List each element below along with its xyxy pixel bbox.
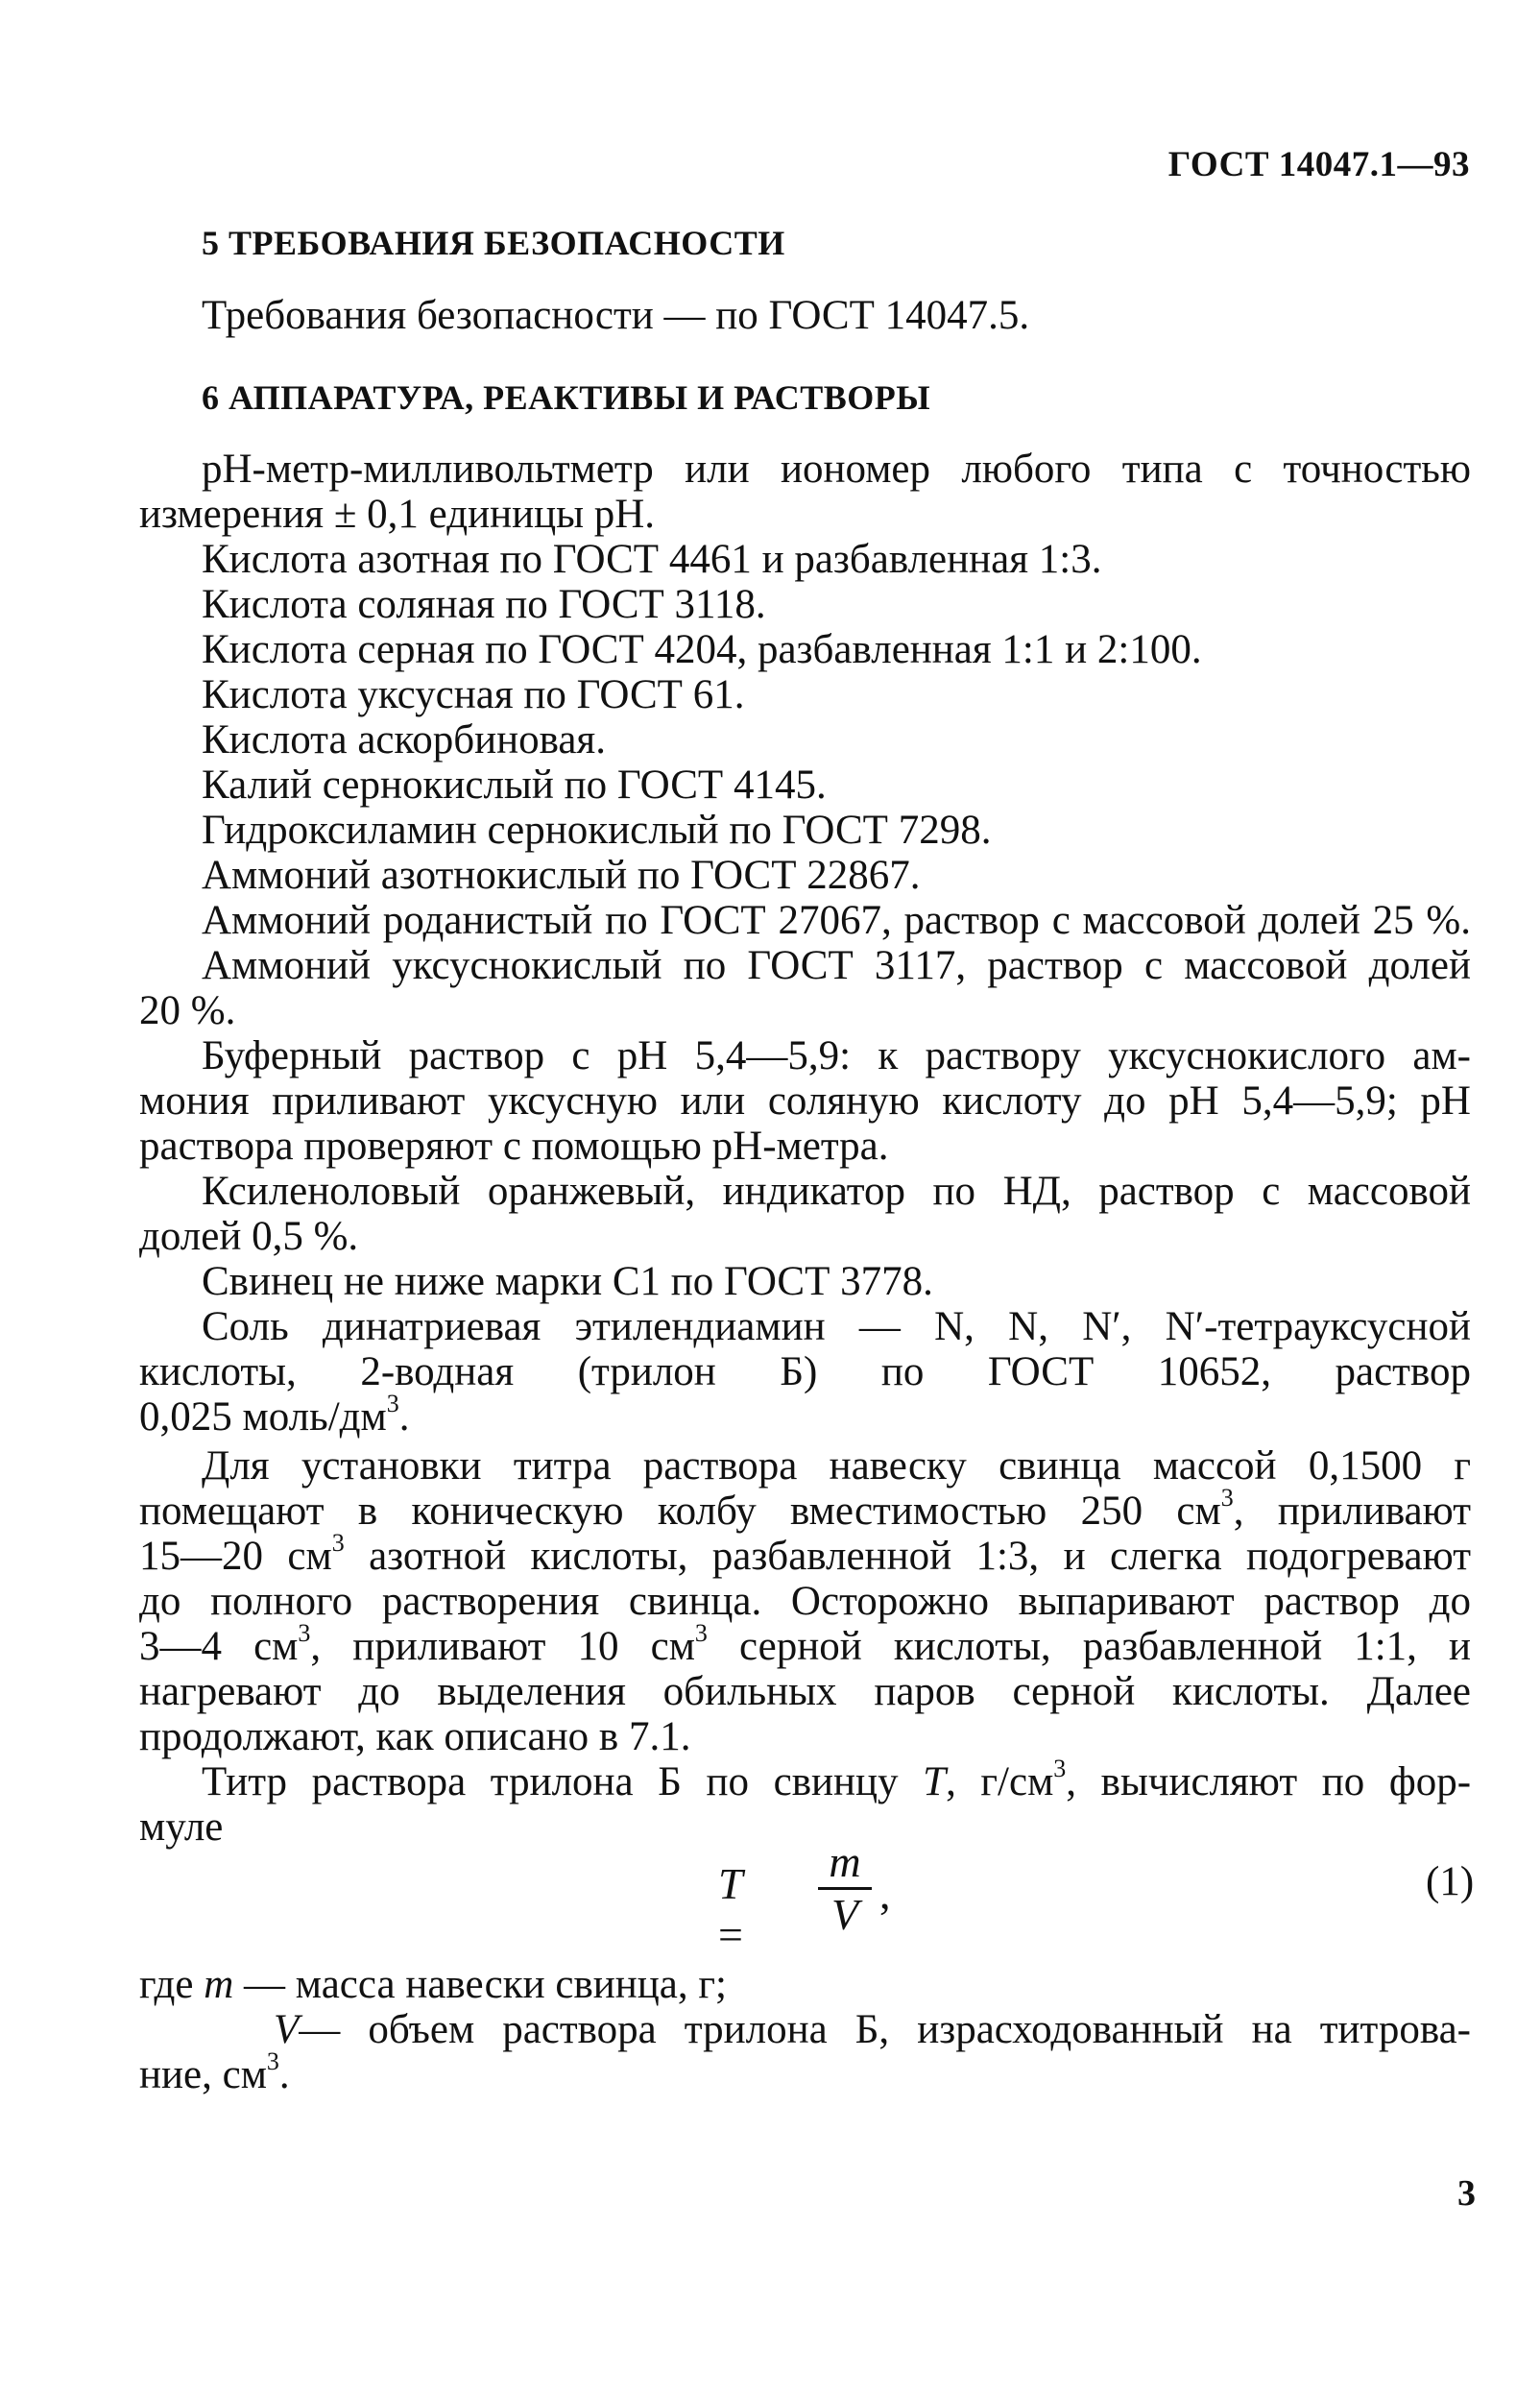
section-6-body — [139, 447, 1471, 1850]
span: T — [718, 1859, 742, 1908]
word: по — [880, 1349, 925, 1394]
span: помещают в коническую колбу вместимостью 250 см — [139, 1489, 1221, 1534]
text-line: Кислота аскорбиновая. — [202, 717, 606, 763]
variable: m — [204, 1962, 234, 2007]
text-line: Свинец не ниже марки С1 по ГОСТ 3778. — [202, 1259, 933, 1304]
span: = — [718, 1910, 743, 1959]
text-line: Ксиленоловый оранжевый, индикатор по НД, раствор с массовой — [202, 1169, 1471, 1214]
superscript: 3 — [331, 1528, 345, 1557]
superscript: 3 — [694, 1618, 708, 1647]
text-line — [139, 1962, 1471, 2007]
text-line: нагревают до выделения обильных паров серной кислоты. Далее — [139, 1669, 1471, 1714]
text-line: мония приливают уксусную или соляную кислоту до pH 5,4—5,9; pH — [139, 1078, 1471, 1124]
superscript: 3 — [1053, 1754, 1067, 1782]
text-line — [139, 2046, 1471, 2097]
text-line: Аммоний азотнокислый по ГОСТ 22867. — [202, 853, 921, 898]
text-line: Для установки титра раствора навеску свинца массой 0,1500 г — [202, 1443, 1471, 1489]
span: 3—4 см — [139, 1624, 299, 1669]
section-5-heading: 5 ТРЕБОВАНИЯ БЕЗОПАСНОСТИ — [202, 224, 785, 262]
concentration: 0,025 моль/дм — [139, 1394, 387, 1440]
text-line — [139, 1483, 1471, 1534]
span: серной кислоты, разбавленной 1:1, и — [707, 1624, 1472, 1669]
text-line: 20 %. — [139, 988, 236, 1033]
text-line: Соль динатриевая этилендиамин — N, N, N′, N′-тетрауксусной — [202, 1304, 1471, 1349]
span: , г/см — [946, 1759, 1054, 1804]
formula-number: (1) — [1426, 1859, 1475, 1904]
text-line: муле — [139, 1804, 224, 1850]
superscript: 3 — [266, 2046, 279, 2075]
span: — масса навески свинца, г; — [233, 1962, 727, 2007]
where-block — [139, 1962, 1471, 2097]
text-line: 0,025 моль/$дм^3$. — [139, 1389, 410, 1440]
text-line: Калий сернокислый по ГОСТ 4145. — [202, 763, 827, 808]
text-line: долей 0,5 %. — [139, 1214, 359, 1259]
text-line — [139, 2007, 1471, 2052]
span: — объем раствора трилона Б, израсходованный на титрова- — [299, 2007, 1471, 2052]
safety-requirement: Требования безопасности — по ГОСТ 14047.5. — [202, 293, 1030, 338]
section-6-heading: 6 АППАРАТУРА, РЕАКТИВЫ И РАСТВОРЫ — [202, 378, 931, 417]
text-line: Кислота азотная по ГОСТ 4461 и разбавленная 1:3. — [202, 537, 1102, 582]
text-line: pH-метр-милливольтметр или иономер любого типа с точностью — [202, 447, 1471, 492]
variable: T — [923, 1759, 947, 1804]
span: . — [278, 2052, 290, 2097]
page-number: 3 — [1457, 2173, 1476, 2214]
word: 10652, — [1157, 1349, 1271, 1394]
text-line: Гидроксиламин сернокислый по ГОСТ 7298. — [202, 808, 992, 853]
span: где — [139, 1962, 205, 2007]
text-line — [139, 1754, 1472, 1804]
text-line: Кислота уксусная по ГОСТ 61. — [202, 672, 745, 717]
span: , вычисляют по фор- — [1066, 1759, 1472, 1804]
text-line — [139, 1528, 1471, 1579]
word: раствор — [1335, 1349, 1471, 1394]
word: 2-водная — [360, 1349, 515, 1394]
variable: V — [274, 2007, 300, 2052]
text-line: Аммоний роданистый по ГОСТ 27067, раствор с массовой долей 25 %. — [202, 898, 1471, 943]
word: ГОСТ — [987, 1349, 1095, 1394]
trilon-line — [139, 1349, 1471, 1394]
denominator: V — [830, 1890, 859, 1939]
superscript: 3 — [298, 1618, 311, 1647]
span: ние, см — [139, 2052, 267, 2097]
fraction — [818, 1839, 872, 1938]
text-line: Аммоний уксуснокислый по ГОСТ 3117, раствор с массовой долей — [202, 943, 1471, 988]
span: азотной кислоты, разбавленной 1:3, и слегка подогревают — [344, 1534, 1471, 1579]
word: Б) — [780, 1349, 818, 1394]
document-id: ГОСТ 14047.1—93 — [1167, 145, 1470, 184]
word: кислоты, — [139, 1349, 297, 1394]
text-line: раствора проверяют с помощью pH-метра. — [139, 1124, 889, 1169]
word: (трилон — [577, 1349, 716, 1394]
text-line: измерения ± 0,1 единицы pH. — [139, 492, 656, 537]
text-line: до полного растворения свинца. Осторожно выпаривают раствор до — [139, 1579, 1471, 1624]
span: , приливают 10 см — [310, 1624, 695, 1669]
section-5-text — [139, 293, 1471, 338]
superscript: 3 — [1220, 1483, 1234, 1512]
span: 15—20 см — [139, 1534, 332, 1579]
span: Титр раствора трилона Б по свинцу — [202, 1759, 924, 1804]
span: , приливают — [1233, 1489, 1471, 1534]
text-line — [139, 1618, 1472, 1669]
formula-comma: , — [879, 1869, 891, 1918]
text-line: Кислота соляная по ГОСТ 3118. — [202, 582, 766, 627]
formula-lhs — [718, 1858, 743, 1960]
text-line: Буферный раствор с pH 5,4—5,9: к раствору уксуснокислого ам- — [202, 1033, 1471, 1078]
text-line: продолжают, как описано в 7.1. — [139, 1714, 691, 1759]
superscript: 3 — [386, 1389, 399, 1417]
numerator: m — [829, 1837, 861, 1886]
text-line: Кислота серная по ГОСТ 4204, разбавленная 1:1 и 2:100. — [202, 627, 1202, 672]
